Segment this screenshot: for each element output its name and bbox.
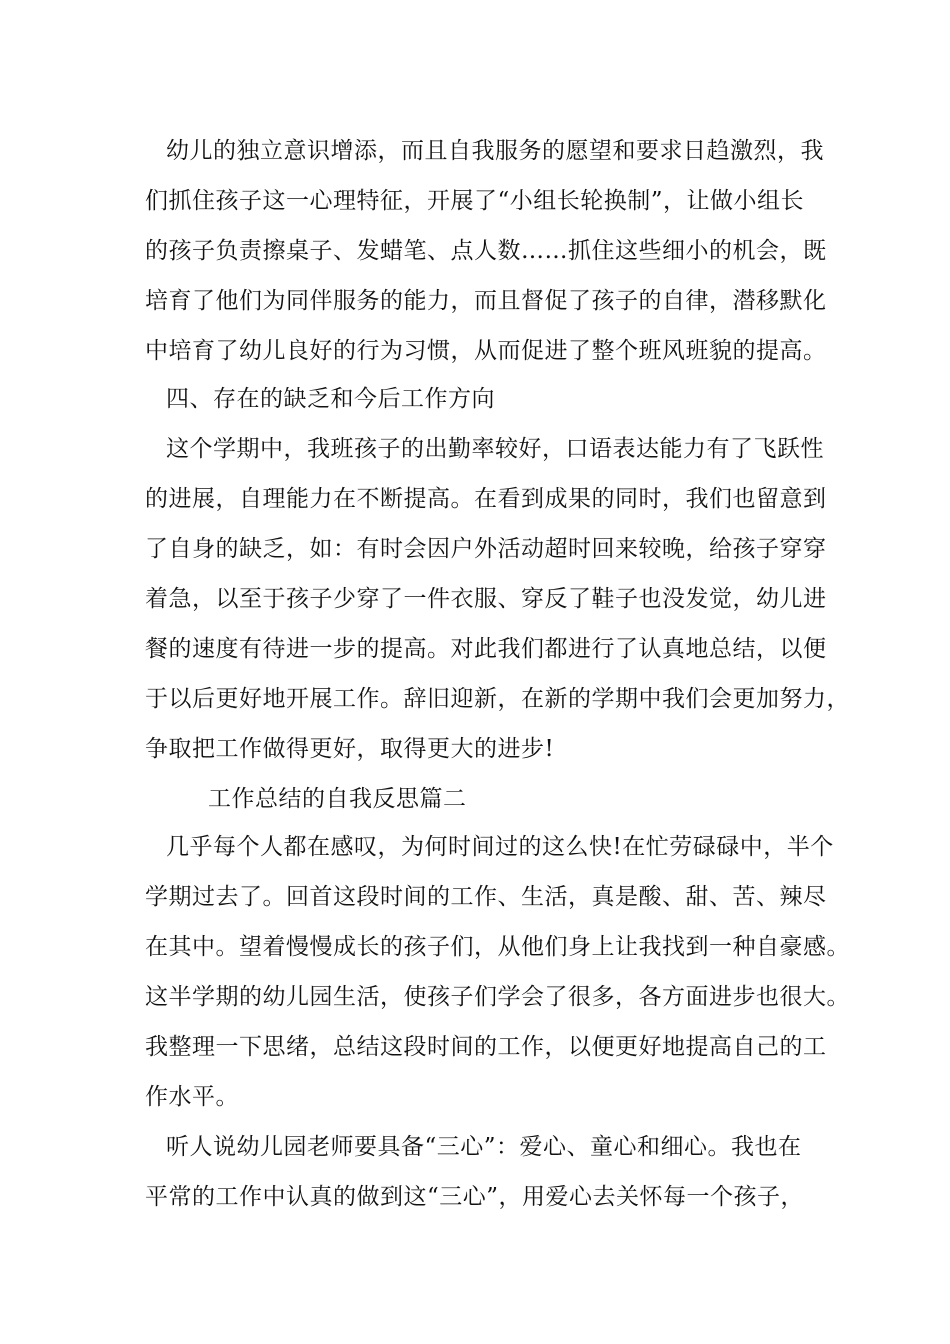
paragraph-4-line-2: 平常的工作中认真的做到这“三心”，用爱心去关怀每一个孩子， — [145, 1184, 805, 1210]
paragraph-3-line-1: 几乎每个人都在感叹，为何时间过的这么快!在忙劳碌碌中，半个 — [166, 834, 834, 860]
paragraph-2-line-4: 着急，以至于孩子少穿了一件衣服、穿反了鞋子也没发觉，幼儿进 — [145, 586, 827, 612]
paragraph-1-line-1: 幼儿的独立意识增添，而且自我服务的愿望和要求日趋激烈，我 — [166, 138, 824, 164]
paragraph-3-line-6: 作水平。 — [145, 1084, 239, 1110]
paragraph-1-line-5: 中培育了幼儿良好的行为习惯，从而促进了整个班风班貌的提高。 — [145, 338, 827, 364]
section-heading: 四、存在的缺乏和今后工作方向 — [166, 386, 495, 412]
paragraph-3-line-4: 这半学期的幼儿园生活，使孩子们学会了很多，各方面进步也很大。 — [145, 984, 850, 1010]
paragraph-2-line-3: 了自身的缺乏，如：有时会因户外活动超时回来较晚，给孩子穿穿 — [145, 536, 827, 562]
paragraph-2-line-5: 餐的速度有待进一步的提高。对此我们都进行了认真地总结，以便 — [145, 636, 827, 662]
paragraph-3-line-2: 学期过去了。回首这段时间的工作、生活，真是酸、甜、苦、辣尽 — [145, 884, 827, 910]
paragraph-2-line-6: 于以后更好地开展工作。辞旧迎新，在新的学期中我们会更加努力， — [145, 686, 850, 712]
paragraph-3-line-3: 在其中。望着慢慢成长的孩子们，从他们身上让我找到一种自豪感。 — [145, 934, 850, 960]
paragraph-1-line-4: 培育了他们为同伴服务的能力，而且督促了孩子的自律，潜移默化 — [145, 288, 827, 314]
paragraph-3-line-5: 我整理一下思绪，总结这段时间的工作，以便更好地提高自己的工 — [145, 1034, 827, 1060]
paragraph-4-line-1: 听人说幼儿园老师要具备“三心”：爱心、童心和细心。我也在 — [166, 1134, 802, 1160]
paragraph-2-line-7: 争取把工作做得更好，取得更大的进步! — [145, 736, 555, 762]
paragraph-1-line-2: 们抓住孩子这一心理特征，开展了“小组长轮换制”，让做小组长 — [145, 188, 805, 214]
paragraph-1-line-3: 的孩子负责擦桌子、发蜡笔、点人数……抓住这些细小的机会，既 — [145, 238, 827, 264]
paragraph-2-line-1: 这个学期中，我班孩子的出勤率较好，口语表达能力有了飞跃性 — [166, 436, 824, 462]
article-heading: 工作总结的自我反思篇二 — [208, 786, 467, 812]
paragraph-2-line-2: 的进展，自理能力在不断提高。在看到成果的同时，我们也留意到 — [145, 486, 827, 512]
